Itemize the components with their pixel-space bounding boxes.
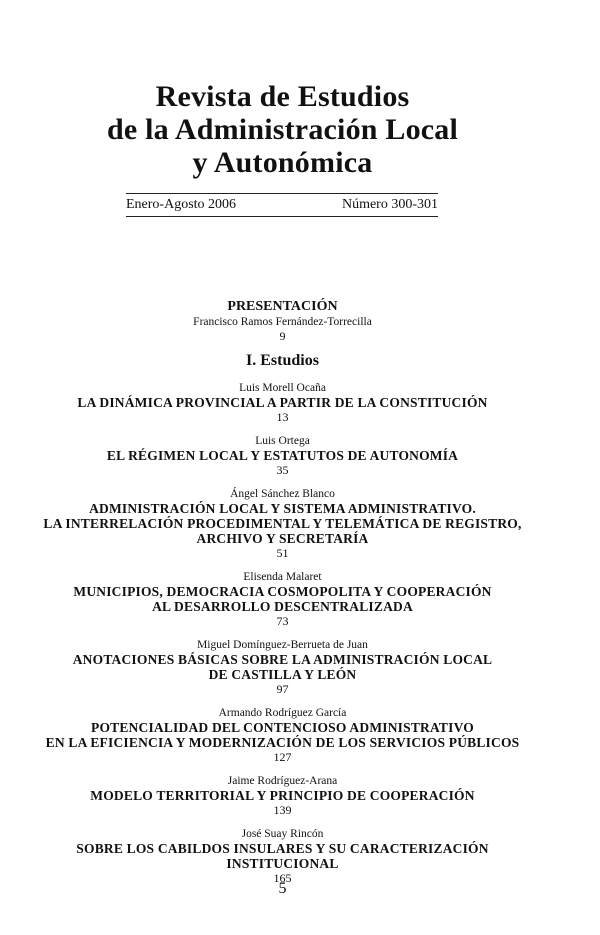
entry-title xyxy=(0,584,565,614)
entry-author: Ángel Sánchez Blanco xyxy=(230,488,335,500)
entry-title xyxy=(0,841,565,871)
toc-entries-list xyxy=(0,381,565,885)
table-of-contents xyxy=(0,298,565,895)
entry-page-number: 127 xyxy=(273,750,292,764)
entry-title xyxy=(0,720,565,750)
entry-title-line: ARCHIVO Y SECRETARÍA xyxy=(196,531,369,546)
entry-title-line: INSTITUCIONAL xyxy=(226,856,339,871)
entry-author: José Suay Rincón xyxy=(241,828,324,840)
entry-title xyxy=(0,652,565,682)
entry-title-line: DE CASTILLA Y LEÓN xyxy=(208,667,357,682)
entry-title-line: SOBRE LOS CABILDOS INSULARES Y SU CARACTERIZACIÓN xyxy=(76,841,489,856)
bottom-rule-divider xyxy=(126,216,438,217)
journal-title-line-1: Revista de Estudios xyxy=(155,80,410,113)
entry-title xyxy=(0,395,565,410)
toc-entry xyxy=(0,434,565,477)
entry-page-number: 165 xyxy=(273,871,292,885)
entry-title-line: MODELO TERRITORIAL Y PRINCIPIO DE COOPERACIÓN xyxy=(90,788,475,803)
journal-masthead xyxy=(0,80,565,179)
entry-title-line: ADMINISTRACIÓN LOCAL Y SISTEMA ADMINISTRATIVO. xyxy=(89,501,476,516)
entry-title-line: POTENCIALIDAD DEL CONTENCIOSO ADMINISTRATIVO xyxy=(91,720,474,735)
entry-author: Armando Rodríguez García xyxy=(218,707,347,719)
toc-entry xyxy=(0,487,565,560)
entry-author: Luis Morell Ocaña xyxy=(239,382,326,394)
toc-entry xyxy=(0,706,565,764)
entry-author: Miguel Domínguez-Berrueta de Juan xyxy=(197,639,368,651)
entry-page-number: 73 xyxy=(276,614,289,628)
entry-title-line: LA INTERRELACIÓN PROCEDIMENTAL Y TELEMÁTICA DE REGISTRO, xyxy=(43,516,522,531)
entry-page-number: 97 xyxy=(276,682,289,696)
presentation-author: Francisco Ramos Fernández-Torrecilla xyxy=(193,316,372,328)
journal-title-line-2: de la Administración Local xyxy=(106,113,459,146)
entry-title-line: ANOTACIONES BÁSICAS SOBRE LA ADMINISTRACIÓN LOCAL xyxy=(72,652,493,667)
entry-page-number: 35 xyxy=(276,463,289,477)
journal-title-line-3: y Autonómica xyxy=(192,146,373,179)
entry-page-number: 139 xyxy=(273,803,292,817)
presentation-page: 9 xyxy=(279,329,286,343)
entry-author: Elisenda Malaret xyxy=(243,571,322,583)
issue-date: Enero-Agosto 2006 xyxy=(126,197,237,212)
page-folio: 5 xyxy=(278,880,287,897)
presentation-heading: PRESENTACIÓN xyxy=(227,299,338,314)
toc-entry xyxy=(0,827,565,885)
entry-title xyxy=(0,448,565,463)
entry-title-line: AL DESARROLLO DESCENTRALIZADA xyxy=(152,599,413,614)
entry-title xyxy=(0,501,565,546)
section-heading-estudios: I. Estudios xyxy=(246,352,319,369)
toc-entry xyxy=(0,638,565,696)
issue-info-row xyxy=(126,197,438,213)
top-rule-divider xyxy=(126,193,438,194)
entry-title-line: EL RÉGIMEN LOCAL Y ESTATUTOS DE AUTONOMÍA xyxy=(106,448,459,463)
toc-entry xyxy=(0,570,565,628)
entry-title-line: LA DINÁMICA PROVINCIAL A PARTIR DE LA CONSTITUCIÓN xyxy=(77,395,488,410)
entry-author: Jaime Rodríguez-Arana xyxy=(227,775,338,787)
toc-entry xyxy=(0,381,565,424)
entry-author: Luis Ortega xyxy=(255,435,310,447)
entry-page-number: 13 xyxy=(276,410,289,424)
issue-number: Número 300-301 xyxy=(341,197,438,212)
entry-title xyxy=(0,788,565,803)
entry-page-number: 51 xyxy=(276,546,289,560)
entry-title-line: EN LA EFICIENCIA Y MODERNIZACIÓN DE LOS SERVICIOS PÚBLICOS xyxy=(45,735,520,750)
toc-entry xyxy=(0,774,565,817)
entry-title-line: MUNICIPIOS, DEMOCRACIA COSMOPOLITA Y COOPERACIÓN xyxy=(73,584,492,599)
